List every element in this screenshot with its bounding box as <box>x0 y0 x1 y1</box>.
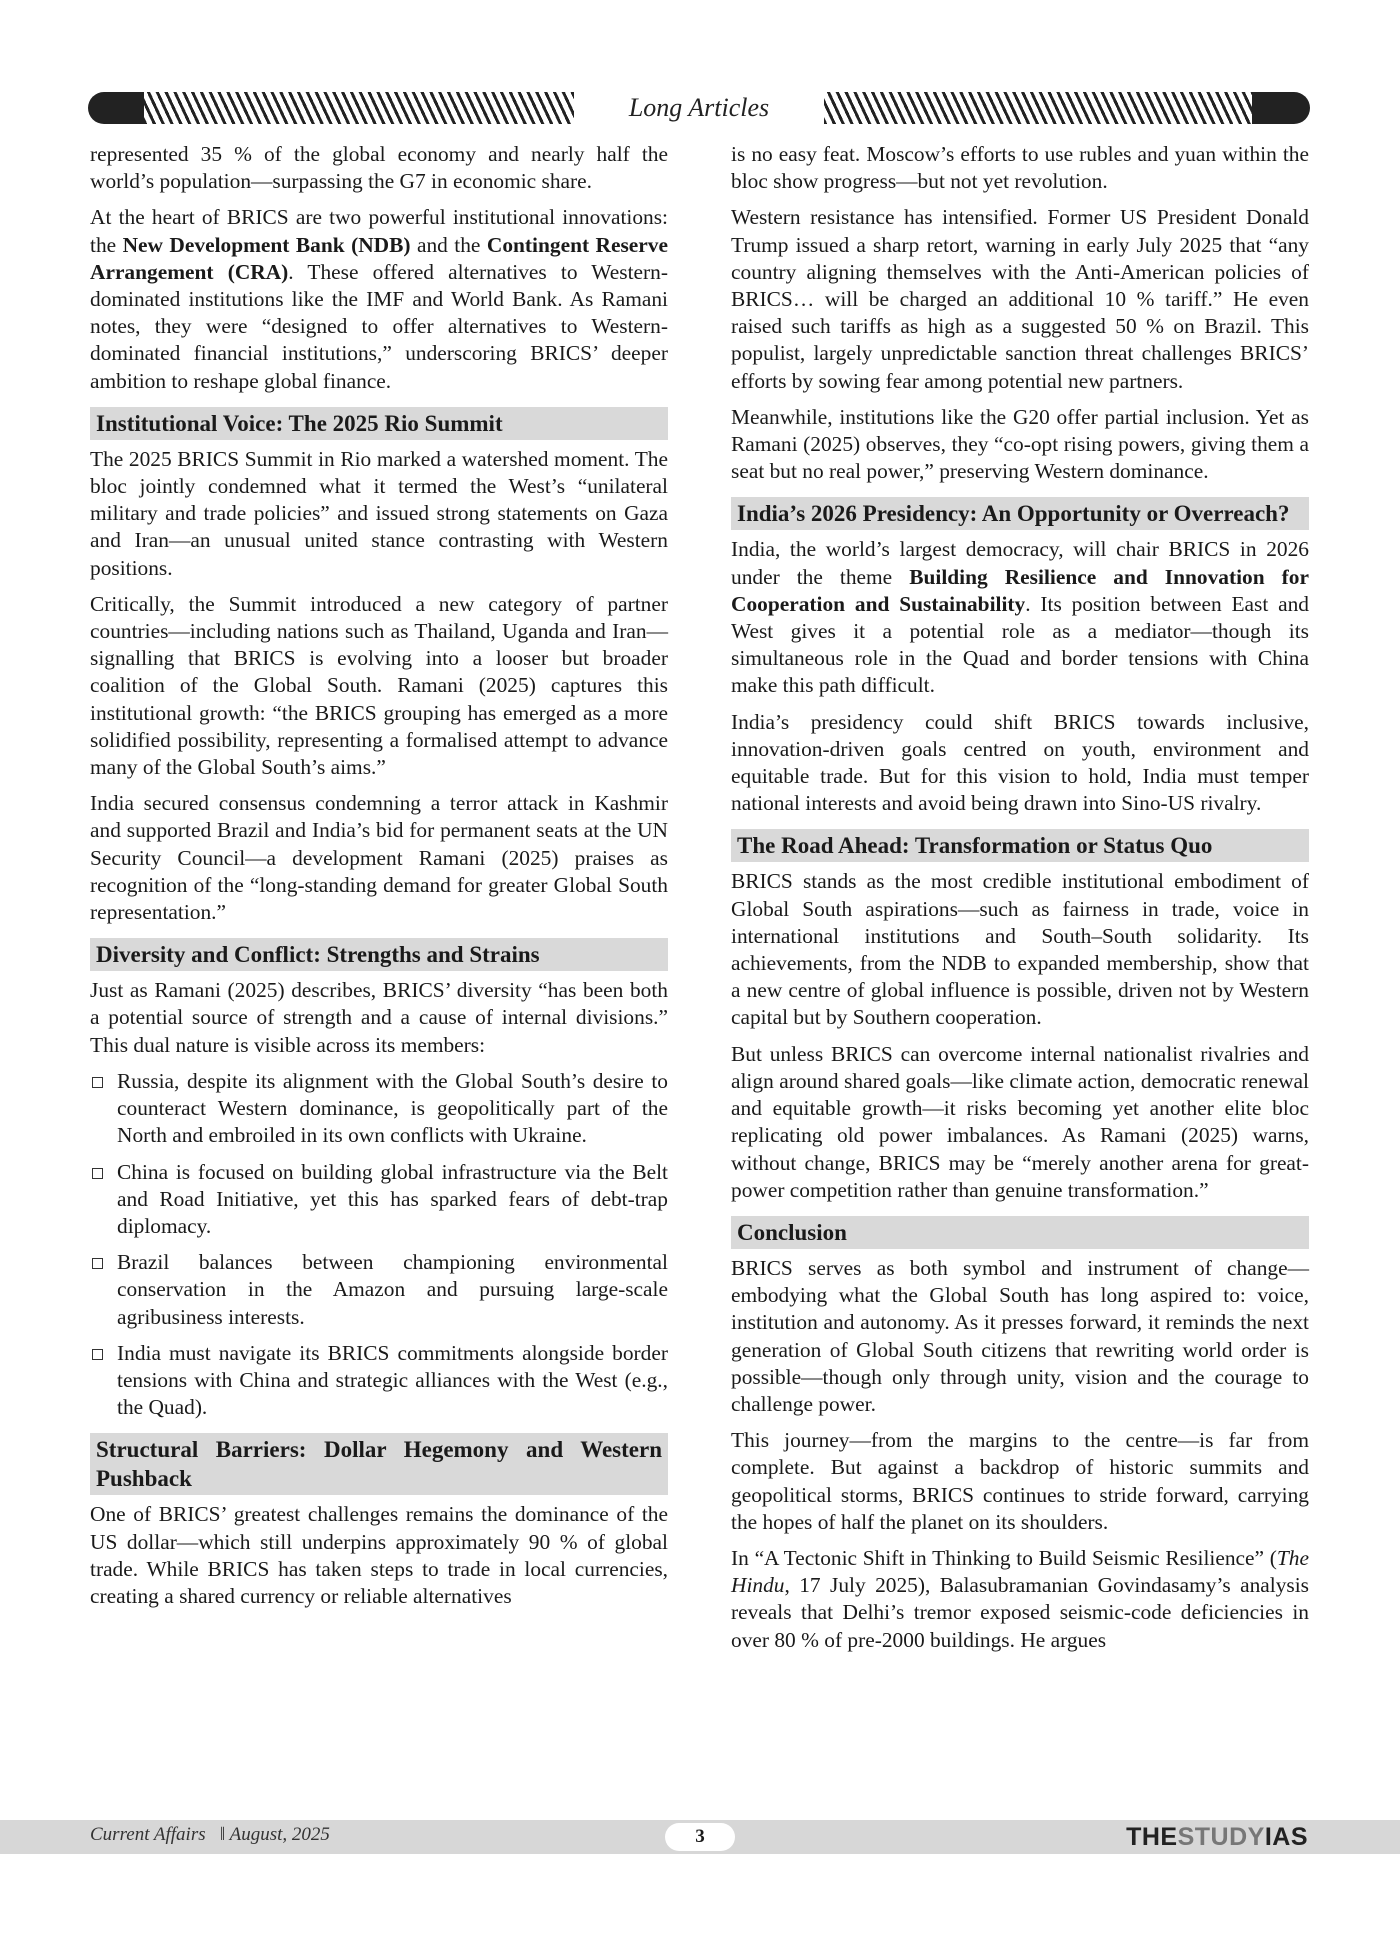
list-item: China is focused on building global infrastructure via the Belt and Road Initiative, yet this has sparked fears of debt-trap diplomacy. <box>90 1159 668 1241</box>
section-heading: Diversity and Conflict: Strengths and Strains <box>90 938 668 971</box>
paragraph: represented 35 % of the global economy and nearly half the world’s population—surpassing the G7 in economic share. <box>90 142 668 194</box>
italic-title: The Hindu <box>731 1545 1309 1598</box>
left-column <box>90 141 668 1619</box>
paragraph: Meanwhile, institutions like the G20 offer partial inclusion. Yet as Ramani (2025) observes, they “co-opt rising powers, giving them a seat but no real power,” preserving Western dominance. <box>731 404 1309 484</box>
bold-term: New Development Bank (NDB) <box>122 232 411 257</box>
checkbox-bullet-icon <box>92 1168 103 1179</box>
brand-logo: THESTUDYIAS <box>1126 1823 1308 1851</box>
header-left-cap <box>88 92 146 124</box>
checkbox-bullet-icon <box>92 1349 103 1360</box>
section-title: Long Articles <box>628 93 770 122</box>
paragraph: In “A Tectonic Shift in Thinking to Build Seismic Resilience” (The Hindu, 17 July 2025), Balasubramanian Govindasamy’s analysis reveals that Delhi’s tremor exposed seismic-code deficiencies in over 80 % of pre-2000 buildings. He argues <box>731 1545 1309 1652</box>
paragraph: The 2025 BRICS Summit in Rio marked a watershed moment. The bloc jointly condemned what it termed the West’s “unilateral military and trade policies” and issued strong statements on Gaza and Iran—an unusual united stance contrasting with Western positions. <box>90 446 668 580</box>
paragraph: Critically, the Summit introduced a new category of partner countries—including nations such as Thailand, Uganda and Iran—signalling that BRICS is evolving into a looser but broader coalition of the Global South. Ramani (2025) captures this institutional growth: “the BRICS grouping has emerged as a more solidified possibility, representing a formalised attempt to advance many of the Global South’s aims.” <box>90 591 668 780</box>
paragraph: Just as Ramani (2025) describes, BRICS’ diversity “has been both a potential source of strength and a cause of internal divisions.” This dual nature is visible across its members: <box>90 978 668 1057</box>
magazine-name: Current Affairs <box>90 1824 206 1845</box>
header-right-cap <box>1252 92 1310 124</box>
right-column <box>731 141 1309 1663</box>
checkbox-bullet-icon <box>92 1077 103 1088</box>
page-footer <box>0 1820 1400 1854</box>
paragraph: At the heart of BRICS are two powerful institutional innovations: the New Development Bank (NDB) and the Contingent Reserve Arrangement (CRA). These offered alternatives to Western-dominated institutions like the IMF and World Bank. As Ramani notes, they were “designed to offer alternatives to Western-dominated financial institutions,” underscoring BRICS’ deeper ambition to reshape global finance. <box>90 205 668 393</box>
paragraph: One of BRICS’ greatest challenges remains the dominance of the US dollar—which still underpins approximately 90 % of global trade. While BRICS has taken steps to trade in local currencies, creating a shared currency or reliable alternatives <box>90 1502 668 1608</box>
paragraph: But unless BRICS can overcome internal nationalist rivalries and align around shared goals—like climate action, democratic renewal and equitable growth—it risks becoming yet another elite bloc replicating old power imbalances. As Ramani (2025) warns, without change, BRICS may be “merely another arena for great-power competition rather than genuine transformation.” <box>731 1041 1309 1202</box>
issue-date: August, 2025 <box>229 1824 330 1845</box>
checkbox-bullet-icon <box>92 1258 103 1269</box>
page-header <box>88 90 1310 126</box>
bold-term: Building Resilience and Innovation for Cooperation and Sustainability <box>731 564 1309 616</box>
paragraph: BRICS serves as both symbol and instrument of change—embodying what the Global South has long aspired to: voice, institution and autonomy. As it presses forward, it reminds the next generation of Global South citizens that rewriting world order is possible—though only through unity, vision and the courage to challenge power. <box>731 1255 1309 1416</box>
list-item: Brazil balances between championing environmental conservation in the Amazon and pursuing large-scale agribusiness interests. <box>90 1249 668 1331</box>
paragraph: India, the world’s largest democracy, will chair BRICS in 2026 under the theme Building Resilience and Innovation for Cooperation and Sustainability. Its position between East and West gives it a potential role as a mediator—though its simultaneous role in the Quad and border tensions with China make this path difficult. <box>731 537 1309 698</box>
separator: ‖ <box>219 1824 226 1845</box>
paragraph: India secured consensus condemning a terror attack in Kashmir and supported Brazil and India’s bid for permanent seats at the UN Security Council—a development Ramani (2025) praises as recognition of the “long-standing demand for greater Global South representation.” <box>90 791 668 925</box>
section-heading: The Road Ahead: Transformation or Status Quo <box>731 829 1309 862</box>
paragraph: is no easy feat. Moscow’s efforts to use rubles and yuan within the bloc show progress—but not yet revolution. <box>731 142 1309 194</box>
paragraph: This journey—from the margins to the centre—is far from complete. But against a backdrop of historic summits and geopolitical storms, BRICS continues to stride forward, carrying the hopes of half the planet on its shoulders. <box>731 1428 1309 1534</box>
paragraph: India’s presidency could shift BRICS towards inclusive, innovation-driven goals centred on youth, environment and equitable trade. But for this vision to hold, India must temper national interests and avoid being drawn into Sino-US rivalry. <box>731 709 1309 816</box>
page-number: 3 <box>665 1823 735 1851</box>
footer-issue <box>90 1824 330 1846</box>
section-heading: Conclusion <box>731 1216 1309 1249</box>
list-item: India must navigate its BRICS commitments alongside border tensions with China and strategic alliances with the West (e.g., the Quad). <box>90 1340 668 1422</box>
paragraph: Western resistance has intensified. Former US President Donald Trump issued a sharp retort, warning in early July 2025 that “any country aligning themselves with the Anti-American policies of BRICS… will be charged an additional 10 % tariff.” He even raised such tariffs as high as a suggested 50 % on Brazil. This populist, largely unpredictable sanction threat challenges BRICS’ efforts by sowing fear among potential new partners. <box>731 205 1309 393</box>
section-heading: Institutional Voice: The 2025 Rio Summit <box>90 407 668 440</box>
header-left-hatch <box>144 92 574 124</box>
section-heading: Structural Barriers: Dollar Hegemony and Western Pushback <box>90 1433 668 1495</box>
bullet-list <box>90 1068 668 1421</box>
paragraph: BRICS stands as the most credible institutional embodiment of Global South aspirations—such as fairness in trade, voice in international institutions and South–South solidarity. Its achievements, from the NDB to expanded membership, show that a new centre of global influence is possible, driven not by Western capital but by Southern cooperation. <box>731 869 1309 1030</box>
bold-term: Contingent Reserve Arrangement (CRA) <box>90 232 668 284</box>
section-heading: India’s 2026 Presidency: An Opportunity or Overreach? <box>731 497 1309 530</box>
header-right-hatch <box>824 92 1254 124</box>
list-item: Russia, despite its alignment with the Global South’s desire to counteract Western dominance, is geopolitically part of the North and embroiled in its own conflicts with Ukraine. <box>90 1068 668 1150</box>
